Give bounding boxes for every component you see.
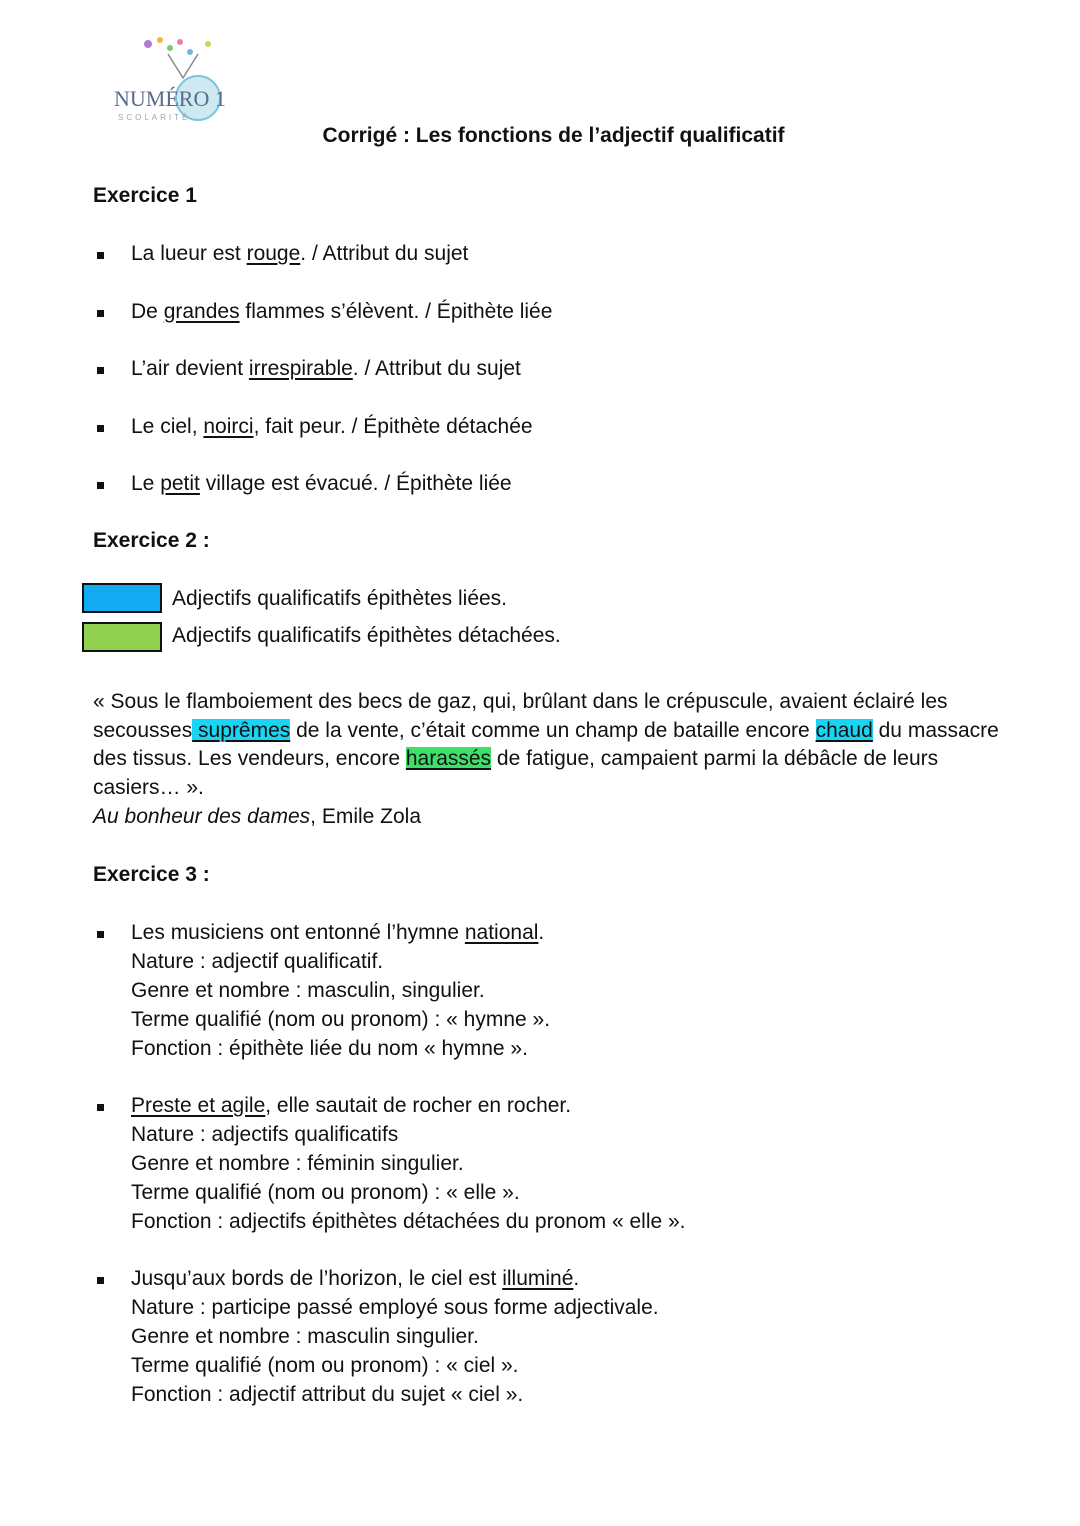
zola-quote: « Sous le flamboiement des becs de gaz, qui, brûlant dans le crépuscule, avaient éclairé les secousses suprêmes de la vente, c’était comme un champ de bataille encore chaud du massacre des tissus. Les vendeurs, encore harassés de fatigue, campaient parmi la débâcle de leurs casiers… ». Au bonheur des dames, Emile Zola: [93, 690, 999, 828]
ex1-item-4: Le ciel, noirci, fait peur. / Épithète détachée: [131, 415, 533, 438]
ex3-item-3: Jusqu’aux bords de l’horizon, le ciel est illuminé. Nature : participe passé employé sous forme adjectivale. Genre et nombre : masculin singulier. Terme qualifié (nom ou pronom) : « ciel ». Fonction : adjectif attribut du sujet « ciel ».: [131, 1267, 659, 1406]
ex1-item-2: De grandes flammes s’élèvent. / Épithète liée: [131, 300, 553, 323]
ex3-item-2: Preste et agile, elle sautait de rocher en rocher. Nature : adjectifs qualificatifs Genre et nombre : féminin singulier. Terme qualifié (nom ou pronom) : « elle ». Fonction : adjectifs épithètes détachées du pronom « elle ».: [131, 1094, 686, 1233]
highlight-harasses: harassés: [405, 747, 492, 771]
legend-swatch-green: [82, 622, 162, 652]
ex1-heading: Exercice 1: [93, 184, 197, 207]
highlight-chaud: chaud: [815, 718, 873, 742]
logo-subtext: SCOLARITÉ: [118, 113, 191, 122]
ex2-heading: Exercice 2 :: [93, 529, 210, 552]
legend-label-detachees: Adjectifs qualificatifs épithètes détachées.: [172, 624, 561, 647]
ex3-heading: Exercice 3 :: [93, 863, 210, 886]
ex1-item-1: La lueur est rouge. / Attribut du sujet: [131, 242, 469, 265]
legend-label-liees: Adjectifs qualificatifs épithètes liées.: [172, 587, 508, 610]
legend-swatch-blue: [82, 583, 162, 613]
ex1-item-3: L’air devient irrespirable. / Attribut du sujet: [131, 357, 521, 380]
ex1-item-5: Le petit village est évacué. / Épithète liée: [131, 472, 512, 495]
highlight-supremes: suprêmes: [192, 718, 291, 742]
source-author: , Emile Zola: [310, 804, 422, 828]
source-title: Au bonheur des dames: [93, 804, 311, 828]
page-title: Corrigé : Les fonctions de l’adjectif qualificatif: [322, 124, 785, 147]
ex3-item-1: Les musiciens ont entonné l’hymne national. Nature : adjectif qualificatif. Genre et nombre : masculin, singulier. Terme qualifié (nom ou pronom) : « hymne ». Fonction : épithète liée du nom « hymne ».: [131, 921, 551, 1060]
numero1-logo: [108, 30, 228, 130]
logo-text: NUMÉRO 1: [114, 86, 226, 111]
